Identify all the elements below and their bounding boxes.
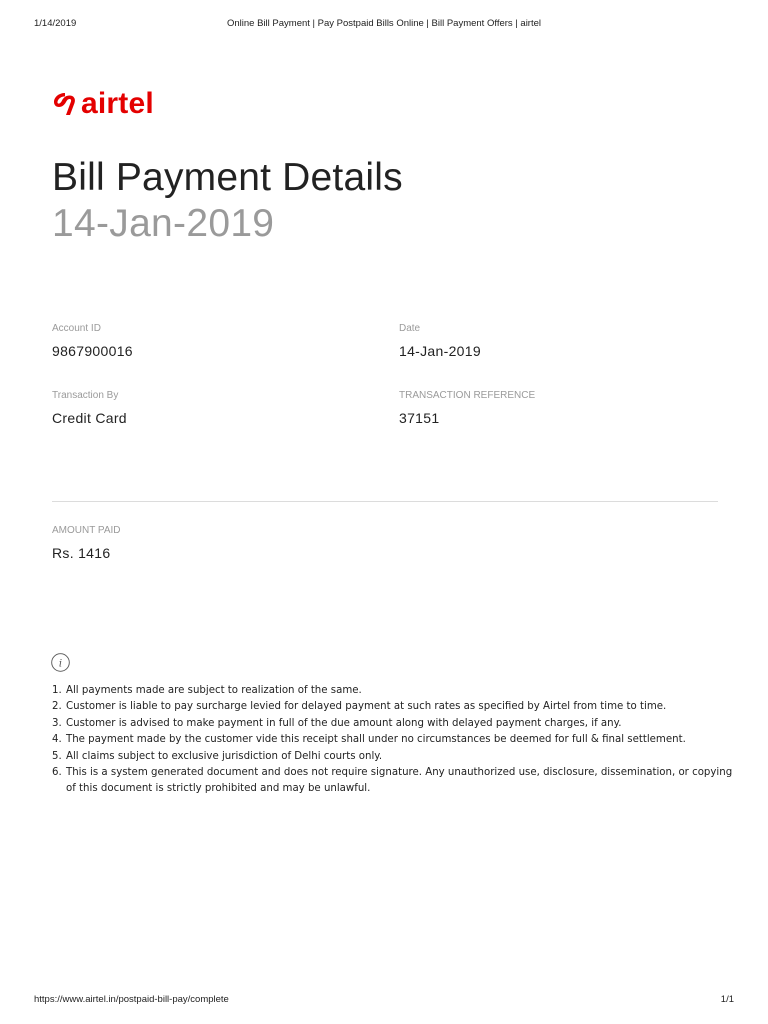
print-url: https://www.airtel.in/postpaid-bill-pay/complete [34, 994, 229, 1005]
account-id-label: Account ID [52, 323, 101, 334]
terms-item: 6. This is a system generated document and does not require signature. Any unauthorized use, disclosure, dissemination, or copying of this document is strictly prohibited and may be unlawful. [52, 767, 733, 795]
page-subtitle-date: 14-Jan-2019 [52, 202, 275, 245]
transaction-by-value: Credit Card [52, 410, 127, 426]
airtel-logo [52, 86, 154, 122]
amount-paid-field [52, 525, 121, 561]
airtel-wordmark: airtel [81, 87, 154, 120]
transaction-reference-value: 37151 [399, 410, 440, 426]
amount-paid-value: Rs. 1416 [52, 545, 111, 561]
transaction-by-field [52, 390, 127, 426]
account-id-field [52, 323, 133, 359]
terms-item: 2. Customer is liable to pay surcharge levied for delayed payment at such rates as specified by Airtel from time to time. [52, 701, 667, 713]
airtel-swirl-logo-icon [52, 90, 76, 118]
page-title: Bill Payment Details [52, 156, 403, 199]
terms-item-text: All payments made are subject to realization of the same. [66, 685, 362, 696]
terms-item: 3. Customer is advised to make payment in full of the due amount along with delayed payment charges, if any. [52, 717, 622, 729]
date-value: 14-Jan-2019 [399, 343, 481, 359]
terms-item-text: Customer is advised to make payment in full of the due amount along with delayed payment charges, if any. [66, 717, 622, 729]
print-page-title: Online Bill Payment | Pay Postpaid Bills Online | Bill Payment Offers | airtel [227, 18, 541, 29]
section-divider [52, 501, 718, 502]
terms-item-text: The payment made by the customer vide this receipt shall under no circumstances be deemed for full & final settlement. [66, 734, 686, 746]
svg-text:i: i [58, 658, 63, 670]
print-date: 1/14/2019 [34, 18, 77, 29]
transaction-reference-field [399, 390, 535, 426]
terms-item-text: Customer is liable to pay surcharge levied for delayed payment at such rates as specified by Airtel from time to time. [66, 701, 667, 713]
amount-paid-label: AMOUNT PAID [52, 525, 121, 536]
date-label: Date [399, 323, 421, 334]
terms-list [52, 683, 736, 798]
print-page-number: 1/1 [720, 994, 734, 1005]
print-footer [34, 994, 734, 1008]
transaction-by-label: Transaction By [52, 390, 119, 401]
date-field [399, 323, 481, 359]
terms-item-text: This is a system generated document and does not require signature. Any unauthorized use, disclosure, dissemination, or copying of this document is strictly prohibited and may be unlawful. [66, 767, 733, 795]
terms-item: 1. All payments made are subject to realization of the same. [52, 685, 362, 696]
terms-item: 5. All claims subject to exclusive jurisdiction of Delhi courts only. [52, 750, 383, 762]
terms-item: 4. The payment made by the customer vide this receipt shall under no circumstances be deemed for full & final settlement. [52, 734, 686, 746]
account-id-value: 9867900016 [52, 343, 133, 359]
transaction-reference-label: TRANSACTION REFERENCE [399, 390, 536, 401]
terms-item-text: All claims subject to exclusive jurisdiction of Delhi courts only. [66, 750, 383, 762]
print-header [34, 18, 734, 32]
info-icon [51, 653, 70, 672]
